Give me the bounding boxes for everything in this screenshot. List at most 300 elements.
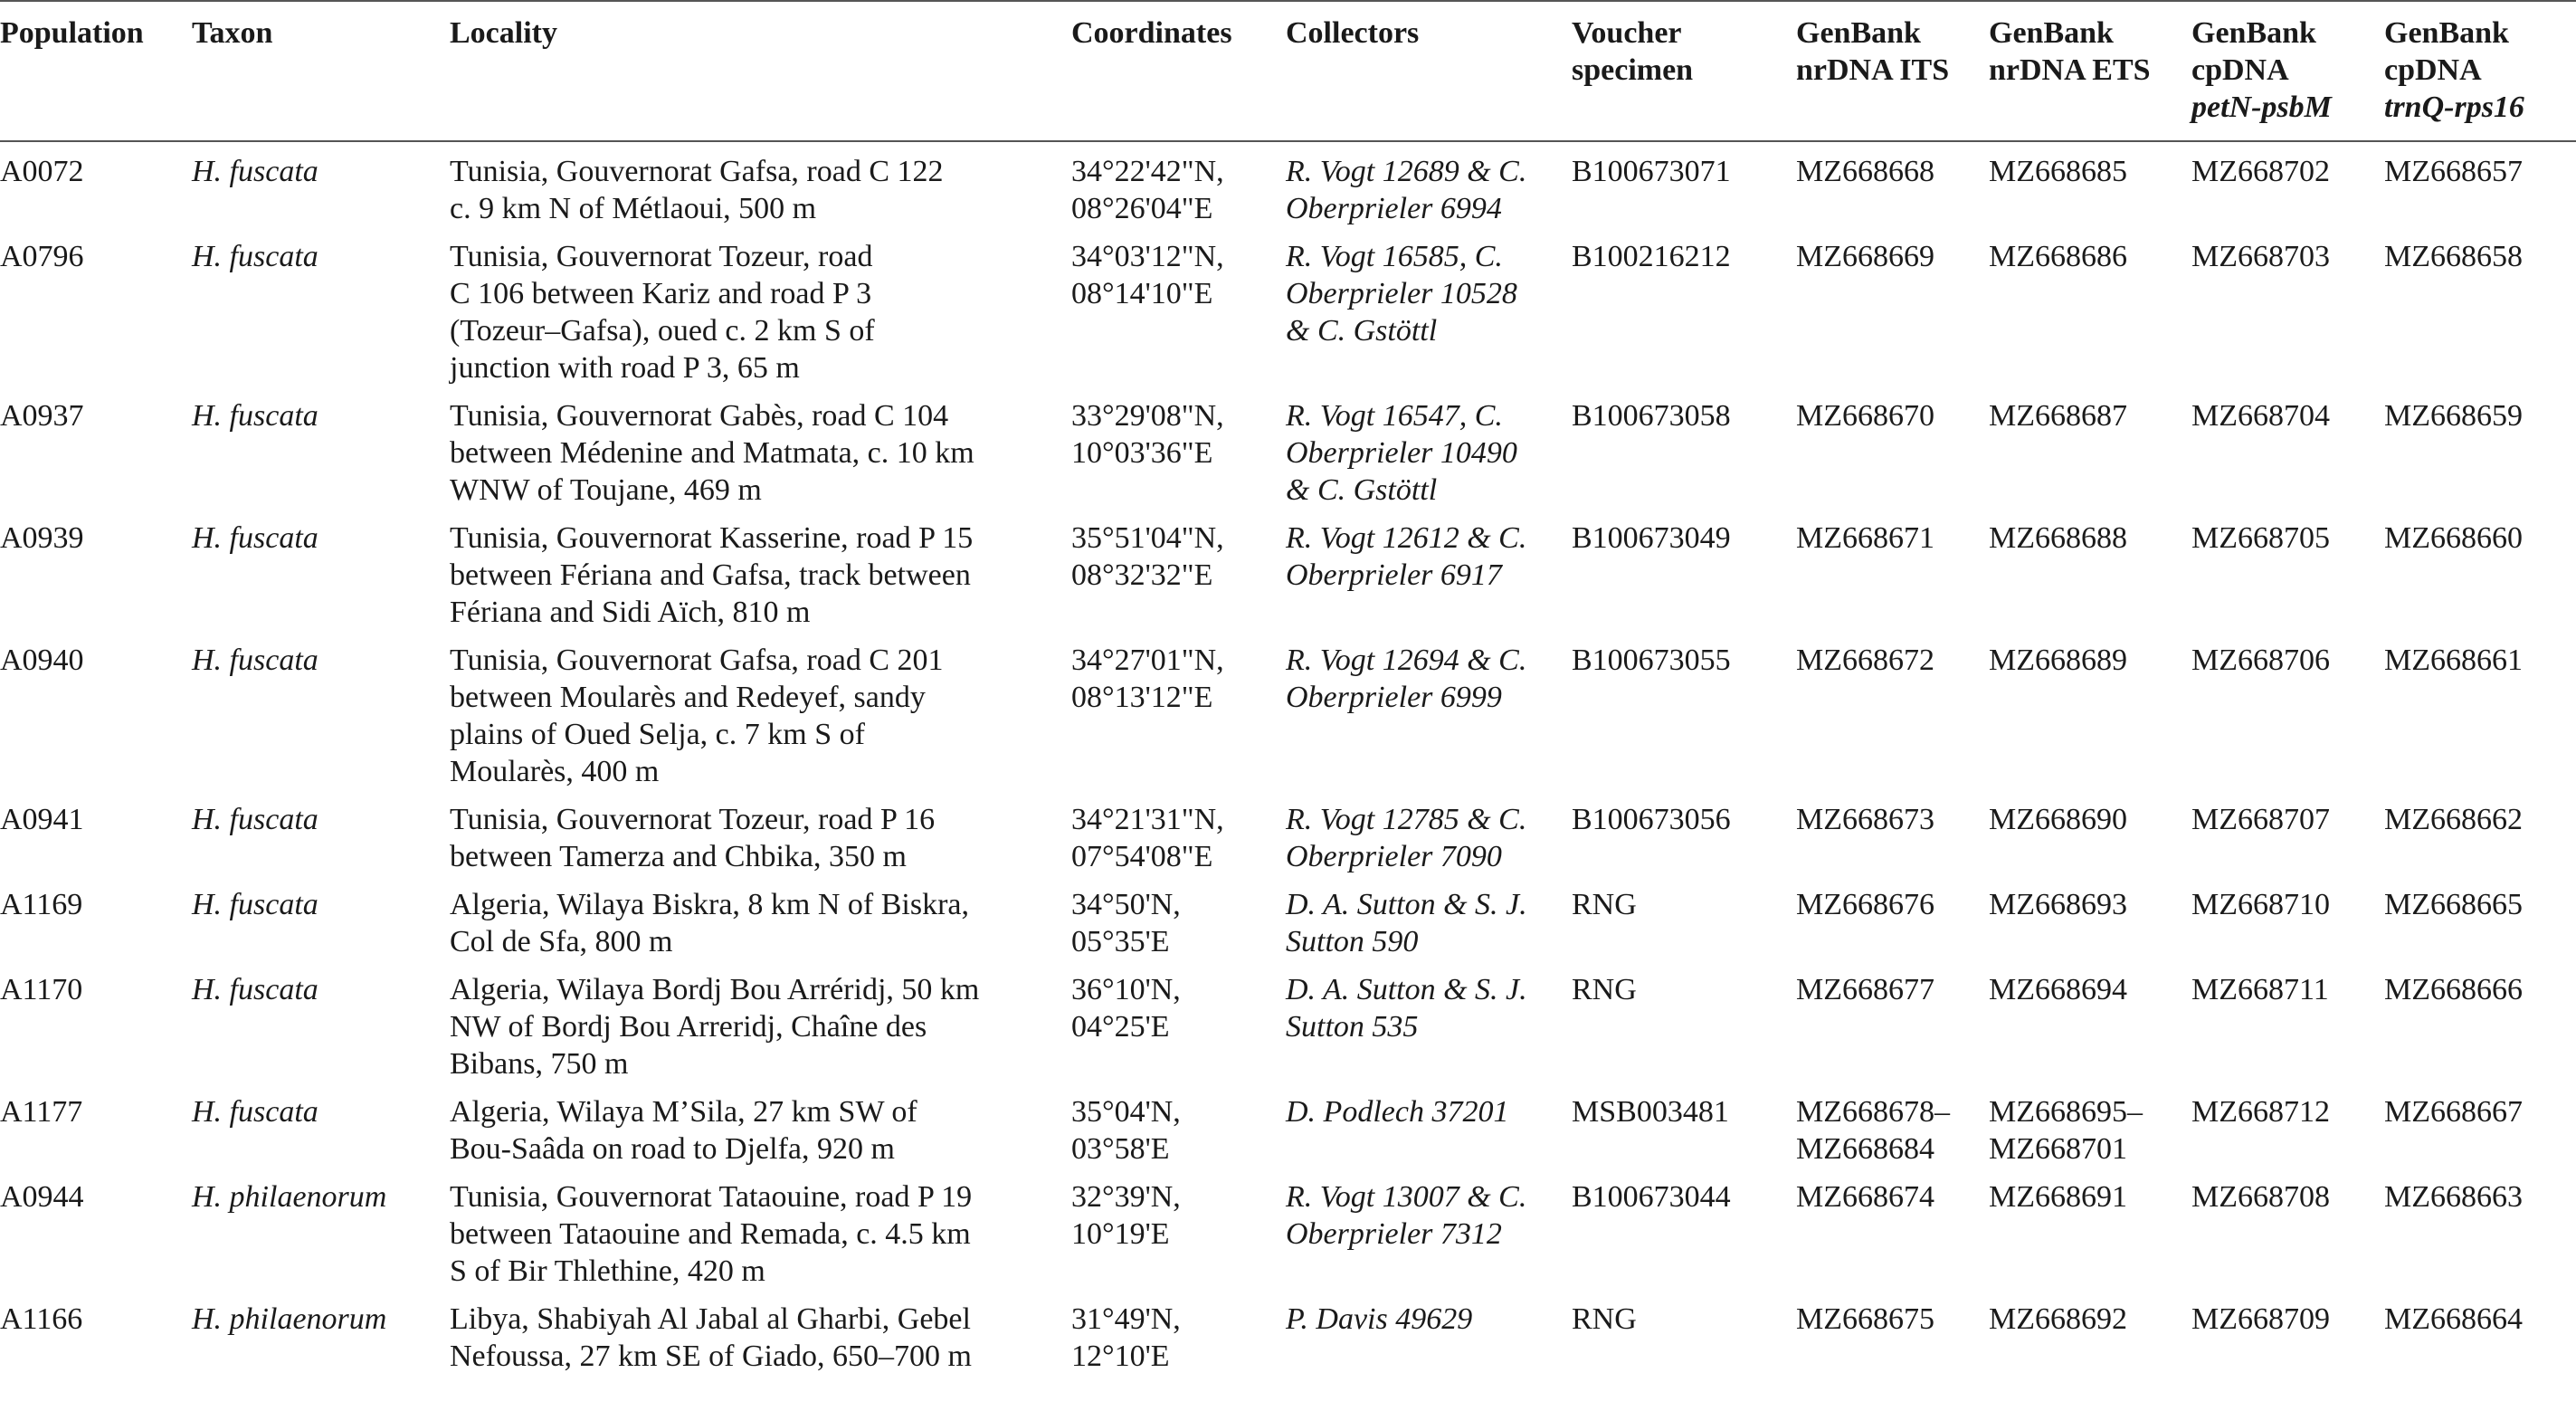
taxon-cell xyxy=(192,875,450,960)
population-cell xyxy=(0,509,192,631)
petn-text: MZ668707 xyxy=(2191,803,2330,836)
trnq-cell xyxy=(2384,386,2576,509)
collectors-text: Oberprieler 10490 xyxy=(1286,436,1517,470)
petn-cell xyxy=(2191,509,2384,631)
table-row xyxy=(0,960,2576,1082)
collectors-text: P. Davis 49629 xyxy=(1286,1302,1473,1336)
coordinates-text: 04°25'E xyxy=(1071,1010,1170,1044)
petn-cell xyxy=(2191,1082,2384,1168)
locality-text: (Tozeur–Gafsa), oued c. 2 km S of xyxy=(450,314,875,348)
voucher-text: RNG xyxy=(1572,1302,1637,1336)
coordinates-text: 32°39'N, xyxy=(1071,1180,1181,1214)
collectors-cell xyxy=(1286,1168,1572,1290)
trnq-text: MZ668664 xyxy=(2384,1302,2523,1336)
its-cell xyxy=(1796,1290,1989,1375)
ets-text: MZ668691 xyxy=(1989,1180,2127,1214)
collectors-cell xyxy=(1286,960,1572,1082)
ets-cell xyxy=(1989,386,2191,509)
its-text: MZ668676 xyxy=(1796,888,1934,921)
trnq-text: MZ668665 xyxy=(2384,888,2523,921)
voucher-cell xyxy=(1572,875,1796,960)
trnq-text: MZ668661 xyxy=(2384,644,2523,677)
table-row xyxy=(0,875,2576,960)
column-header-line: trnQ-rps16 xyxy=(2384,91,2524,124)
collectors-text: R. Vogt 12785 & C. xyxy=(1286,803,1527,836)
column-header-its xyxy=(1796,1,1989,141)
its-cell xyxy=(1796,1082,1989,1168)
coordinates-text: 12°10'E xyxy=(1071,1339,1170,1373)
population-cell xyxy=(0,1082,192,1168)
petn-text: MZ668703 xyxy=(2191,240,2330,273)
collectors-text: D. A. Sutton & S. J. xyxy=(1286,973,1527,1006)
voucher-cell xyxy=(1572,631,1796,790)
collectors-cell xyxy=(1286,875,1572,960)
coordinates-cell xyxy=(1071,227,1286,386)
coordinates-text: 10°19'E xyxy=(1071,1217,1170,1251)
taxon-cell xyxy=(192,227,450,386)
coordinates-text: 34°03'12"N, xyxy=(1071,240,1224,273)
locality-text: Tunisia, Gouvernorat Gafsa, road C 201 xyxy=(450,644,944,677)
locality-text: Tunisia, Gouvernorat Gafsa, road C 122 xyxy=(450,155,944,188)
voucher-text: B100673058 xyxy=(1572,399,1731,433)
voucher-text: B100673049 xyxy=(1572,521,1731,555)
its-cell xyxy=(1796,875,1989,960)
column-header-line: cpDNA xyxy=(2191,53,2289,87)
locality-text: Algeria, Wilaya Biskra, 8 km N of Biskra, xyxy=(450,888,969,921)
table-header xyxy=(0,1,2576,141)
locality-text: between Fériana and Gafsa, track between xyxy=(450,558,971,592)
collectors-text: Sutton 590 xyxy=(1286,925,1419,958)
locality-text: NW of Bordj Bou Arreridj, Chaîne des xyxy=(450,1010,927,1044)
locality-text: Tunisia, Gouvernorat Tozeur, road xyxy=(450,240,873,273)
table-row xyxy=(0,141,2576,227)
trnq-cell xyxy=(2384,141,2576,227)
coordinates-text: 08°13'12"E xyxy=(1071,681,1213,714)
locality-text: Algeria, Wilaya M’Sila, 27 km SW of xyxy=(450,1095,917,1129)
coordinates-cell xyxy=(1071,790,1286,875)
taxon-text: H. fuscata xyxy=(192,973,318,1006)
coordinates-text: 35°04'N, xyxy=(1071,1095,1181,1129)
taxon-cell xyxy=(192,1168,450,1290)
voucher-text: RNG xyxy=(1572,888,1637,921)
ets-cell xyxy=(1989,509,2191,631)
locality-text: between Médenine and Matmata, c. 10 km xyxy=(450,436,974,470)
locality-text: Bibans, 750 m xyxy=(450,1047,629,1081)
column-header-petn xyxy=(2191,1,2384,141)
table-row xyxy=(0,1168,2576,1290)
coordinates-text: 03°58'E xyxy=(1071,1132,1170,1166)
taxon-text: H. fuscata xyxy=(192,644,318,677)
its-cell xyxy=(1796,227,1989,386)
its-text: MZ668684 xyxy=(1796,1132,1934,1166)
population-text: A0944 xyxy=(0,1180,84,1214)
taxon-text: H. philaenorum xyxy=(192,1302,387,1336)
voucher-cell xyxy=(1572,960,1796,1082)
column-header-line: Collectors xyxy=(1286,16,1420,50)
trnq-text: MZ668658 xyxy=(2384,240,2523,273)
its-cell xyxy=(1796,790,1989,875)
population-text: A0941 xyxy=(0,803,84,836)
locality-text: Col de Sfa, 800 m xyxy=(450,925,673,958)
trnq-text: MZ668657 xyxy=(2384,155,2523,188)
locality-text: Libya, Shabiyah Al Jabal al Gharbi, Gebel xyxy=(450,1302,971,1336)
trnq-cell xyxy=(2384,960,2576,1082)
table-body xyxy=(0,141,2576,1375)
petn-cell xyxy=(2191,141,2384,227)
voucher-cell xyxy=(1572,1290,1796,1375)
population-cell xyxy=(0,1290,192,1375)
ets-text: MZ668687 xyxy=(1989,399,2127,433)
petn-cell xyxy=(2191,227,2384,386)
column-header-line: nrDNA ITS xyxy=(1796,53,1950,87)
coordinates-text: 33°29'08"N, xyxy=(1071,399,1224,433)
ets-cell xyxy=(1989,790,2191,875)
column-header-ets xyxy=(1989,1,2191,141)
ets-cell xyxy=(1989,960,2191,1082)
petn-text: MZ668712 xyxy=(2191,1095,2330,1129)
population-text: A1170 xyxy=(0,973,83,1006)
petn-cell xyxy=(2191,875,2384,960)
coordinates-cell xyxy=(1071,1290,1286,1375)
collectors-cell xyxy=(1286,631,1572,790)
locality-text: plains of Oued Selja, c. 7 km S of xyxy=(450,718,865,751)
collectors-text: Sutton 535 xyxy=(1286,1010,1419,1044)
column-header-voucher xyxy=(1572,1,1796,141)
collectors-text: Oberprieler 6999 xyxy=(1286,681,1502,714)
taxon-text: H. fuscata xyxy=(192,155,318,188)
coordinates-cell xyxy=(1071,509,1286,631)
trnq-text: MZ668666 xyxy=(2384,973,2523,1006)
column-header-line: Locality xyxy=(450,16,557,50)
population-text: A0940 xyxy=(0,644,84,677)
coordinates-text: 35°51'04"N, xyxy=(1071,521,1224,555)
column-header-line: Taxon xyxy=(192,16,273,50)
ets-text: MZ668694 xyxy=(1989,973,2127,1006)
locality-cell xyxy=(450,1082,1071,1168)
collectors-cell xyxy=(1286,141,1572,227)
locality-text: S of Bir Thlethine, 420 m xyxy=(450,1254,765,1288)
voucher-text: B100216212 xyxy=(1572,240,1731,273)
collectors-text: R. Vogt 12694 & C. xyxy=(1286,644,1527,677)
locality-text: between Tataouine and Remada, c. 4.5 km xyxy=(450,1217,971,1251)
taxon-cell xyxy=(192,386,450,509)
collectors-text: R. Vogt 12612 & C. xyxy=(1286,521,1527,555)
trnq-cell xyxy=(2384,875,2576,960)
collectors-cell xyxy=(1286,509,1572,631)
locality-text: junction with road P 3, 65 m xyxy=(450,351,800,385)
column-header-line: GenBank xyxy=(2384,16,2509,50)
collectors-text: Oberprieler 6994 xyxy=(1286,192,1502,225)
taxon-text: H. fuscata xyxy=(192,888,318,921)
ets-text: MZ668701 xyxy=(1989,1132,2127,1166)
its-text: MZ668670 xyxy=(1796,399,1934,433)
locality-text: Tunisia, Gouvernorat Kasserine, road P 15 xyxy=(450,521,974,555)
its-cell xyxy=(1796,509,1989,631)
column-header-line: nrDNA ETS xyxy=(1989,53,2151,87)
trnq-cell xyxy=(2384,1290,2576,1375)
coordinates-cell xyxy=(1071,1082,1286,1168)
its-cell xyxy=(1796,960,1989,1082)
coordinates-text: 07°54'08"E xyxy=(1071,840,1213,873)
collectors-text: R. Vogt 12689 & C. xyxy=(1286,155,1527,188)
its-cell xyxy=(1796,1168,1989,1290)
coordinates-text: 08°26'04"E xyxy=(1071,192,1213,225)
collectors-cell xyxy=(1286,1082,1572,1168)
locality-cell xyxy=(450,141,1071,227)
taxon-cell xyxy=(192,509,450,631)
ets-cell xyxy=(1989,1290,2191,1375)
trnq-cell xyxy=(2384,227,2576,386)
collectors-text: & C. Gstöttl xyxy=(1286,314,1438,348)
locality-text: c. 9 km N of Métlaoui, 500 m xyxy=(450,192,817,225)
its-cell xyxy=(1796,631,1989,790)
table-row xyxy=(0,631,2576,790)
coordinates-text: 36°10'N, xyxy=(1071,973,1181,1006)
locality-text: Moularès, 400 m xyxy=(450,755,660,788)
voucher-text: RNG xyxy=(1572,973,1637,1006)
petn-text: MZ668704 xyxy=(2191,399,2330,433)
taxon-cell xyxy=(192,141,450,227)
column-header-collectors xyxy=(1286,1,1572,141)
ets-text: MZ668686 xyxy=(1989,240,2127,273)
coordinates-text: 34°27'01"N, xyxy=(1071,644,1224,677)
trnq-cell xyxy=(2384,631,2576,790)
locality-text: between Tamerza and Chbika, 350 m xyxy=(450,840,907,873)
locality-text: C 106 between Kariz and road P 3 xyxy=(450,277,872,310)
voucher-text: B100673055 xyxy=(1572,644,1731,677)
trnq-cell xyxy=(2384,790,2576,875)
ets-text: MZ668695– xyxy=(1989,1095,2143,1129)
its-cell xyxy=(1796,141,1989,227)
taxon-text: H. fuscata xyxy=(192,521,318,555)
its-text: MZ668675 xyxy=(1796,1302,1934,1336)
locality-cell xyxy=(450,631,1071,790)
locality-text: Tunisia, Gouvernorat Tataouine, road P 19 xyxy=(450,1180,973,1214)
taxon-cell xyxy=(192,1290,450,1375)
population-cell xyxy=(0,1168,192,1290)
table-row xyxy=(0,1290,2576,1375)
ets-text: MZ668690 xyxy=(1989,803,2127,836)
collectors-text: D. A. Sutton & S. J. xyxy=(1286,888,1527,921)
coordinates-cell xyxy=(1071,1168,1286,1290)
population-text: A0072 xyxy=(0,155,84,188)
locality-text: Bou-Saâda on road to Djelfa, 920 m xyxy=(450,1132,895,1166)
its-text: MZ668678– xyxy=(1796,1095,1950,1129)
column-header-line: GenBank xyxy=(2191,16,2316,50)
ets-text: MZ668692 xyxy=(1989,1302,2127,1336)
coordinates-cell xyxy=(1071,141,1286,227)
its-text: MZ668671 xyxy=(1796,521,1934,555)
petn-cell xyxy=(2191,960,2384,1082)
locality-cell xyxy=(450,1168,1071,1290)
coordinates-text: 34°21'31"N, xyxy=(1071,803,1224,836)
trnq-cell xyxy=(2384,509,2576,631)
voucher-cell xyxy=(1572,790,1796,875)
collectors-text: Oberprieler 7090 xyxy=(1286,840,1502,873)
collectors-text: Oberprieler 10528 xyxy=(1286,277,1517,310)
taxon-text: H. fuscata xyxy=(192,803,318,836)
coordinates-cell xyxy=(1071,875,1286,960)
column-header-line: Population xyxy=(0,16,144,50)
taxon-cell xyxy=(192,960,450,1082)
taxon-cell xyxy=(192,790,450,875)
taxon-cell xyxy=(192,1082,450,1168)
column-header-line: Coordinates xyxy=(1071,16,1232,50)
column-header-line: Voucher xyxy=(1572,16,1682,50)
collectors-text: & C. Gstöttl xyxy=(1286,473,1438,507)
column-header-population xyxy=(0,1,192,141)
population-text: A0939 xyxy=(0,521,84,555)
ets-text: MZ668693 xyxy=(1989,888,2127,921)
collectors-text: Oberprieler 6917 xyxy=(1286,558,1502,592)
trnq-cell xyxy=(2384,1168,2576,1290)
trnq-text: MZ668659 xyxy=(2384,399,2523,433)
its-text: MZ668672 xyxy=(1796,644,1934,677)
petn-text: MZ668708 xyxy=(2191,1180,2330,1214)
voucher-cell xyxy=(1572,1168,1796,1290)
collectors-text: R. Vogt 13007 & C. xyxy=(1286,1180,1527,1214)
population-cell xyxy=(0,960,192,1082)
petn-cell xyxy=(2191,386,2384,509)
voucher-text: B100673044 xyxy=(1572,1180,1731,1214)
locality-text: Fériana and Sidi Aïch, 810 m xyxy=(450,596,811,629)
collectors-text: D. Podlech 37201 xyxy=(1286,1095,1509,1129)
petn-text: MZ668711 xyxy=(2191,973,2329,1006)
voucher-text: B100673071 xyxy=(1572,155,1731,188)
petn-cell xyxy=(2191,1290,2384,1375)
voucher-cell xyxy=(1572,386,1796,509)
ets-text: MZ668685 xyxy=(1989,155,2127,188)
voucher-cell xyxy=(1572,1082,1796,1168)
taxon-text: H. fuscata xyxy=(192,1095,318,1129)
ets-text: MZ668688 xyxy=(1989,521,2127,555)
table-row xyxy=(0,1082,2576,1168)
collectors-text: R. Vogt 16585, C. xyxy=(1286,240,1503,273)
locality-text: Nefoussa, 27 km SE of Giado, 650–700 m xyxy=(450,1339,973,1373)
collectors-text: Oberprieler 7312 xyxy=(1286,1217,1502,1251)
taxon-text: H. fuscata xyxy=(192,399,318,433)
voucher-text: B100673056 xyxy=(1572,803,1731,836)
coordinates-text: 10°03'36"E xyxy=(1071,436,1213,470)
population-cell xyxy=(0,141,192,227)
voucher-cell xyxy=(1572,509,1796,631)
locality-cell xyxy=(450,386,1071,509)
voucher-text: MSB003481 xyxy=(1572,1095,1729,1129)
population-text: A0937 xyxy=(0,399,84,433)
population-cell xyxy=(0,227,192,386)
its-text: MZ668669 xyxy=(1796,240,1934,273)
petn-text: MZ668702 xyxy=(2191,155,2330,188)
column-header-taxon xyxy=(192,1,450,141)
petn-cell xyxy=(2191,1168,2384,1290)
petn-text: MZ668705 xyxy=(2191,521,2330,555)
its-text: MZ668668 xyxy=(1796,155,1934,188)
coordinates-cell xyxy=(1071,631,1286,790)
locality-text: Algeria, Wilaya Bordj Bou Arréridj, 50 km xyxy=(450,973,980,1006)
locality-cell xyxy=(450,509,1071,631)
trnq-text: MZ668662 xyxy=(2384,803,2523,836)
coordinates-text: 08°14'10"E xyxy=(1071,277,1213,310)
column-header-trnq xyxy=(2384,1,2576,141)
voucher-cell xyxy=(1572,141,1796,227)
population-text: A0796 xyxy=(0,240,84,273)
coordinates-cell xyxy=(1071,386,1286,509)
voucher-cell xyxy=(1572,227,1796,386)
population-cell xyxy=(0,631,192,790)
ets-text: MZ668689 xyxy=(1989,644,2127,677)
petn-cell xyxy=(2191,790,2384,875)
locality-cell xyxy=(450,227,1071,386)
petn-text: MZ668709 xyxy=(2191,1302,2330,1336)
trnq-text: MZ668667 xyxy=(2384,1095,2523,1129)
locality-cell xyxy=(450,790,1071,875)
ets-cell xyxy=(1989,875,2191,960)
table-row xyxy=(0,790,2576,875)
column-header-locality xyxy=(450,1,1071,141)
its-text: MZ668677 xyxy=(1796,973,1934,1006)
population-text: A1177 xyxy=(0,1095,83,1129)
population-cell xyxy=(0,386,192,509)
locality-text: Tunisia, Gouvernorat Tozeur, road P 16 xyxy=(450,803,936,836)
population-cell xyxy=(0,875,192,960)
column-header-line: petN-psbM xyxy=(2191,91,2332,124)
collectors-text: R. Vogt 16547, C. xyxy=(1286,399,1503,433)
ets-cell xyxy=(1989,227,2191,386)
table-row xyxy=(0,227,2576,386)
population-text: A1166 xyxy=(0,1302,83,1336)
trnq-text: MZ668660 xyxy=(2384,521,2523,555)
petn-text: MZ668706 xyxy=(2191,644,2330,677)
its-cell xyxy=(1796,386,1989,509)
collectors-cell xyxy=(1286,227,1572,386)
taxon-cell xyxy=(192,631,450,790)
locality-cell xyxy=(450,960,1071,1082)
population-text: A1169 xyxy=(0,888,83,921)
ets-cell xyxy=(1989,141,2191,227)
column-header-line: cpDNA xyxy=(2384,53,2482,87)
column-header-line: GenBank xyxy=(1796,16,1921,50)
coordinates-text: 05°35'E xyxy=(1071,925,1170,958)
ets-cell xyxy=(1989,1168,2191,1290)
collectors-cell xyxy=(1286,1290,1572,1375)
petn-cell xyxy=(2191,631,2384,790)
column-header-line: GenBank xyxy=(1989,16,2114,50)
locality-cell xyxy=(450,875,1071,960)
coordinates-text: 08°32'32"E xyxy=(1071,558,1213,592)
ets-cell xyxy=(1989,631,2191,790)
taxon-text: H. philaenorum xyxy=(192,1180,387,1214)
its-text: MZ668673 xyxy=(1796,803,1934,836)
petn-text: MZ668710 xyxy=(2191,888,2330,921)
locality-text: WNW of Toujane, 469 m xyxy=(450,473,762,507)
table-row xyxy=(0,386,2576,509)
column-header-coordinates xyxy=(1071,1,1286,141)
its-text: MZ668674 xyxy=(1796,1180,1934,1214)
coordinates-text: 34°50'N, xyxy=(1071,888,1181,921)
population-cell xyxy=(0,790,192,875)
ets-cell xyxy=(1989,1082,2191,1168)
collectors-cell xyxy=(1286,790,1572,875)
table-row xyxy=(0,509,2576,631)
locality-text: Tunisia, Gouvernorat Gabès, road C 104 xyxy=(450,399,949,433)
column-header-line: specimen xyxy=(1572,53,1694,87)
header-row xyxy=(0,1,2576,141)
taxon-text: H. fuscata xyxy=(192,240,318,273)
trnq-text: MZ668663 xyxy=(2384,1180,2523,1214)
coordinates-text: 31°49'N, xyxy=(1071,1302,1181,1336)
trnq-cell xyxy=(2384,1082,2576,1168)
collectors-cell xyxy=(1286,386,1572,509)
